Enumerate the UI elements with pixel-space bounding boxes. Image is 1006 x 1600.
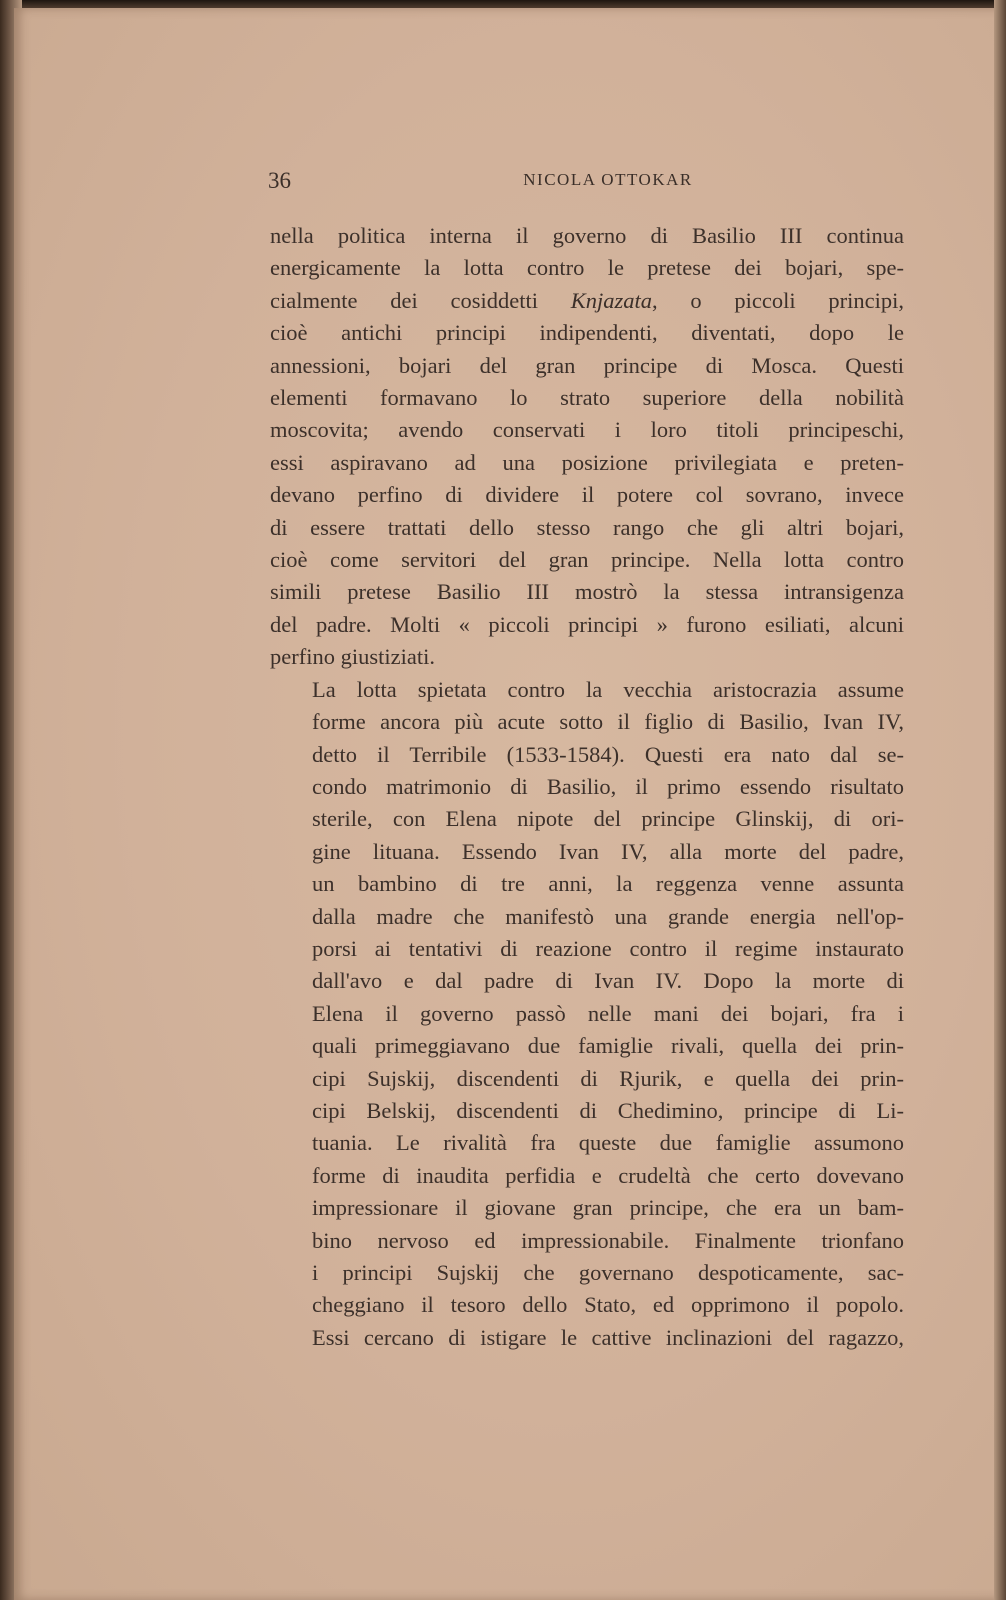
italic-term: Knjazata (570, 287, 652, 313)
text-line: perfino giustiziati. (270, 644, 435, 670)
text-line: un bambino di tre anni, la reggenza venne assunta (312, 871, 904, 897)
text-line: cioè come servitori del gran principe. Nella lotta contro (270, 547, 904, 573)
text-segment: , o piccoli principi, (652, 287, 904, 313)
text-line: moscovita; avendo conservati i loro titoli principeschi, (270, 417, 904, 443)
body-text (270, 220, 904, 1354)
paragraph-1 (270, 220, 904, 674)
page-number: 36 (268, 168, 291, 193)
text-line: devano perfino di dividere il potere col sovrano, invece (270, 482, 904, 508)
text-line: Essi cercano di istigare le cattive inclinazioni del ragazzo, (312, 1324, 904, 1350)
text-line: simili pretese Basilio III mostrò la stessa intransigenza (270, 579, 904, 605)
running-title: NICOLA OTTOKAR (523, 170, 693, 189)
text-line: gine lituana. Essendo Ivan IV, alla morte del padre, (312, 838, 904, 864)
text-line: bino nervoso ed impressionabile. Finalmente trionfano (312, 1227, 904, 1253)
text-line: cipi Belskij, discendenti di Chedimino, principe di Li- (312, 1097, 904, 1123)
text-line: detto il Terribile (1533-1584). Questi era nato dal se- (312, 741, 904, 767)
text-line: quali primeggiavano due famiglie rivali, quella dei prin- (312, 1033, 904, 1059)
text-segment: cialmente dei cosiddetti (270, 287, 571, 313)
text-line: energicamente la lotta contro le pretese dei bojari, spe- (270, 255, 904, 281)
text-line: porsi ai tentativi di reazione contro il regime instaurato (312, 935, 904, 961)
text-line: cioè antichi principi indipendenti, diventati, dopo le (270, 320, 904, 346)
text-line: del padre. Molti « piccoli principi » furono esiliati, alcuni (270, 611, 904, 637)
text-line: essi aspiravano ad una posizione privilegiata e preten- (270, 449, 904, 475)
text-line: i principi Sujskij che governano despoticamente, sac- (312, 1260, 904, 1285)
text-line: annessioni, bojari del gran principe di Mosca. Questi (270, 352, 904, 378)
text-line: di essere trattati dello stesso rango che gli altri bojari, (270, 514, 904, 540)
text-line-with-italic (270, 285, 904, 317)
text-line: dalla madre che manifestò una grande energia nell'op- (312, 903, 904, 929)
text-line: cipi Sujskij, discendenti di Rjurik, e quella dei prin- (312, 1065, 904, 1091)
running-head (268, 168, 902, 198)
text-line: La lotta spietata contro la vecchia aristocrazia assume (312, 676, 904, 702)
text-line: Elena il governo passò nelle mani dei bojari, fra i (312, 1000, 904, 1026)
paragraph-2 (270, 674, 904, 1355)
page-right-edge (994, 0, 1006, 1600)
text-line: sterile, con Elena nipote del principe Glinskij, di ori- (312, 806, 904, 832)
text-line: nella politica interna il governo di Basilio III continua (270, 223, 904, 248)
text-line: dall'avo e dal padre di Ivan IV. Dopo la morte di (312, 968, 904, 994)
text-line: forme di inaudita perfidia e crudeltà che certo dovevano (312, 1162, 904, 1188)
text-line: cheggiano il tesoro dello Stato, ed opprimono il popolo. (312, 1292, 904, 1318)
text-line: impressionare il giovane gran principe, che era un bam- (312, 1195, 904, 1221)
text-line: elementi formavano lo strato superiore della nobilità (270, 385, 904, 411)
text-line: forme ancora più acute sotto il figlio di Basilio, Ivan IV, (312, 709, 904, 735)
text-line: condo matrimonio di Basilio, il primo essendo risultato (312, 773, 904, 799)
text-line: tuania. Le rivalità fra queste due famiglie assumono (312, 1130, 904, 1156)
